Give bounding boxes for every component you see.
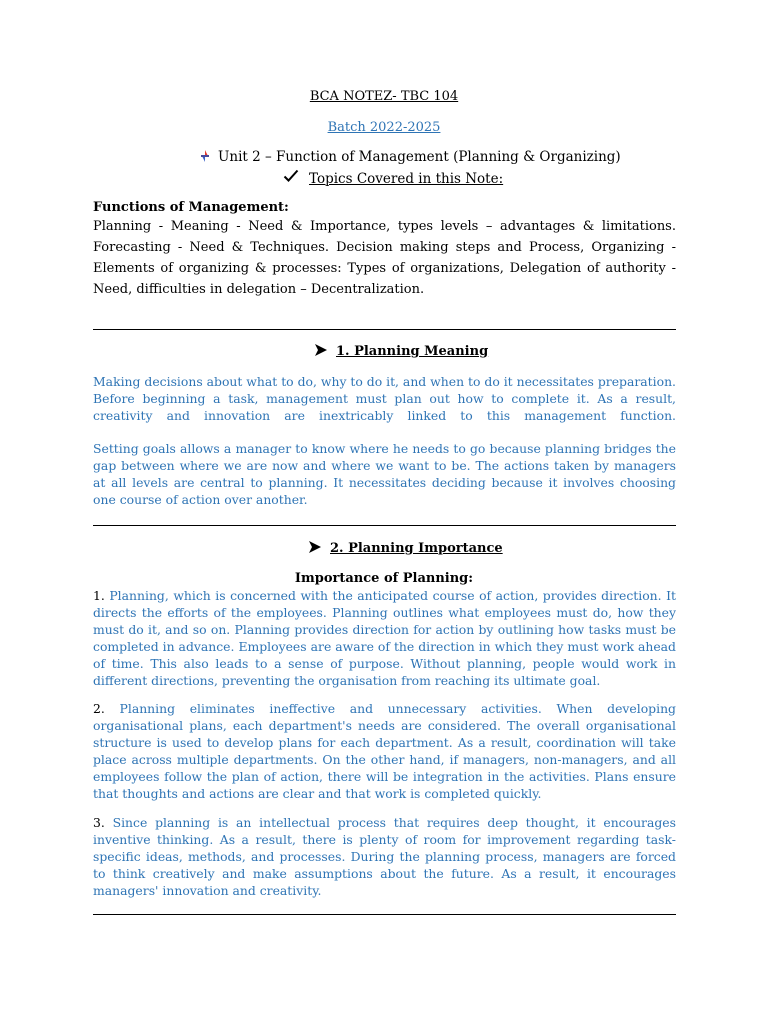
importance-point-2: 2. Planning eliminates ineffective and unnecessary activities. When developing organisational plans, each department's needs are considered. The overall organisational structure is used to develop plans for each department. As a result, coordination will take place across multiple departments. On the other hand, if managers, non-managers, and all employees follow the plan of action, there will be integration in the activities. Plans ensure that thoughts and actions are clear and that work is completed quickly. bbox=[93, 701, 676, 801]
multicolor-diamond-bullet-icon bbox=[198, 150, 212, 162]
functions-heading: Functions of Management: bbox=[93, 200, 289, 215]
section2-heading: 2. Planning Importance bbox=[308, 541, 503, 556]
topics-label: Topics Covered in this Note: bbox=[309, 171, 504, 187]
divider bbox=[93, 914, 676, 915]
checkmark-icon bbox=[283, 169, 299, 183]
arrowhead-icon bbox=[308, 541, 322, 553]
section1-paragraph-2: Setting goals allows a manager to know where he needs to go because planning bridges the gap between where we are now and where we want to be. The actions taken by managers at all levels are central to planning. It necessitates deciding because it involves choosing one course of action over another. bbox=[93, 441, 676, 507]
batch-label: Batch 2022-2025 bbox=[327, 120, 441, 135]
importance-subheading: Importance of Planning: bbox=[294, 571, 474, 586]
unit-title: Unit 2 – Function of Management (Planning & Organizing) bbox=[218, 149, 621, 165]
section1-paragraph-1: Making decisions about what to do, why to do it, and when to do it necessitates preparation. Before beginning a task, management must plan out how to complete it. As a result, creativity and innovation are inextricably linked to this management function. bbox=[93, 374, 676, 423]
divider bbox=[93, 525, 676, 526]
topics-line bbox=[283, 169, 503, 187]
importance-point-3: 3. Since planning is an intellectual process that requires deep thought, it encourages inventive thinking. As a result, there is plenty of room for improvement regarding task-specific ideas, methods, and processes. During the planning process, managers are forced to think creatively and make assumptions about the future. As a result, it encourages managers' innovation and creativity. bbox=[93, 815, 676, 898]
document-title: BCA NOTEZ- TBC 104 bbox=[309, 89, 459, 104]
section1-heading: 1. Planning Meaning bbox=[314, 344, 488, 359]
functions-body: Planning - Meaning - Need & Importance, types levels – advantages & limitations. Forecasting - Need & Techniques. Decision making steps and Process, Organizing - Elements of organizing & processes: Types of organizations, Delegation of authority - Need, difficulties in delegation – Decentralization. bbox=[93, 219, 676, 297]
arrowhead-icon bbox=[314, 344, 328, 356]
unit-line bbox=[198, 149, 621, 165]
importance-point-1: 1. Planning, which is concerned with the anticipated course of action, provides direction. It directs the efforts of the employees. Planning outlines what employees must do, how they must do it, and so on. Planning provides direction for action by outlining how tasks must be completed in advance. Employees are aware of the direction in which they must work ahead of time. This also leads to a sense of purpose. Without planning, people would work in different directions, preventing the organisation from reaching its ultimate goal. bbox=[93, 588, 676, 688]
divider bbox=[93, 329, 676, 330]
